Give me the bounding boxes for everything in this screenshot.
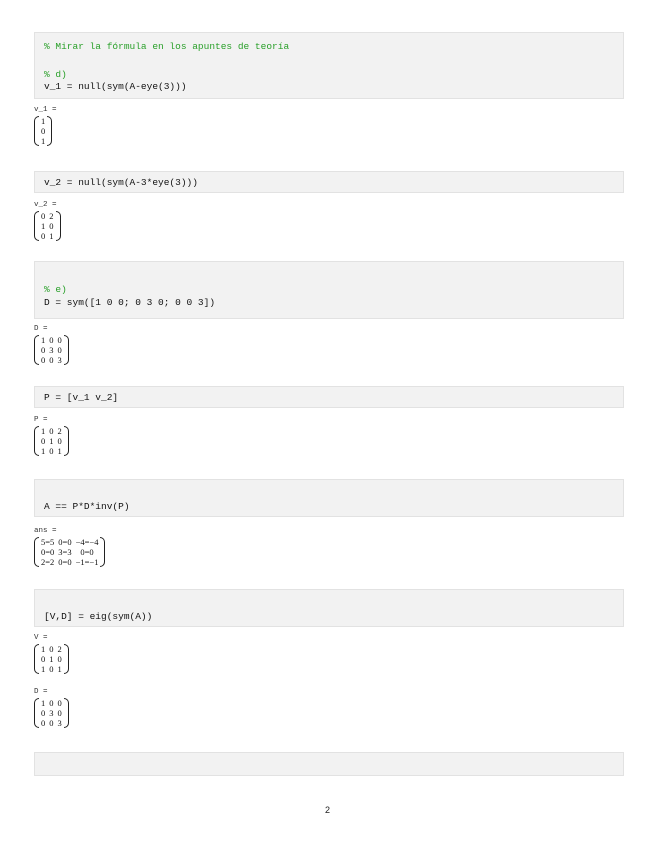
matrix-entry: 2 xyxy=(49,211,54,221)
matrix-entry: 0=0 xyxy=(58,537,72,547)
code-cell-check[interactable] xyxy=(34,479,624,517)
matrix xyxy=(34,116,52,146)
matrix-entry: 0 xyxy=(57,335,62,345)
code-line: % d) xyxy=(44,69,67,80)
code-line: v_2 = null(sym(A-3*eye(3))) xyxy=(44,177,198,188)
matrix-entry: 5=5 xyxy=(41,537,55,547)
matrix-entry: 1 xyxy=(41,136,46,146)
matrix-row xyxy=(39,718,64,728)
matrix-entry: 1 xyxy=(41,698,46,708)
code-line: [V,D] = eig(sym(A)) xyxy=(44,611,153,622)
matrix-table xyxy=(39,426,64,456)
matrix-entry: 3=3 xyxy=(58,547,72,557)
matrix-entry: 0 xyxy=(49,221,54,231)
matrix-entry: 3 xyxy=(49,345,54,355)
matrix-entry: 1 xyxy=(41,426,46,436)
matrix-entry: 0 xyxy=(41,211,46,221)
matrix-row xyxy=(39,654,64,664)
matrix-entry: −4=−4 xyxy=(75,537,99,547)
output-label: ans = xyxy=(34,527,57,535)
matrix-entry: 0 xyxy=(57,698,62,708)
matrix-table xyxy=(39,211,56,241)
code-cell-P[interactable] xyxy=(34,386,624,408)
matrix-entry: 0 xyxy=(49,335,54,345)
output-label: V = xyxy=(34,634,48,642)
code-line: A == P*D*inv(P) xyxy=(44,501,130,512)
matrix-row xyxy=(39,446,64,456)
code-line: % e) xyxy=(44,284,67,295)
output-ans xyxy=(34,527,105,572)
matrix-entry: 2=2 xyxy=(41,557,55,567)
matrix-row xyxy=(39,335,64,345)
code-cell-e[interactable] xyxy=(34,261,624,319)
matrix-row xyxy=(39,537,100,547)
matrix-row xyxy=(39,136,47,146)
code-line: P = [v_1 v_2] xyxy=(44,392,119,403)
matrix-entry: 1 xyxy=(41,446,46,456)
matrix-row xyxy=(39,698,64,708)
matrix-row xyxy=(39,116,47,126)
code-cell-v2[interactable] xyxy=(34,171,624,193)
matrix-entry: 1 xyxy=(41,335,46,345)
matrix-entry: 0 xyxy=(41,708,46,718)
matrix-entry: 1 xyxy=(41,664,46,674)
matrix-entry: 1 xyxy=(41,116,46,126)
matrix-entry: 0 xyxy=(49,355,54,365)
page-number: 2 xyxy=(324,805,330,815)
matrix-entry: 0 xyxy=(41,345,46,355)
output-D2 xyxy=(34,688,69,733)
matrix-table xyxy=(39,537,100,567)
output-V xyxy=(34,634,69,679)
matrix-entry: 3 xyxy=(57,718,62,728)
matrix xyxy=(34,537,105,567)
code-cell-empty[interactable] xyxy=(34,752,624,776)
output-label: v_2 = xyxy=(34,201,57,209)
output-v1 xyxy=(34,106,57,151)
matrix-row xyxy=(39,221,56,231)
output-label: D = xyxy=(34,325,48,333)
matrix-entry: 2 xyxy=(57,644,62,654)
matrix-entry: 1 xyxy=(49,231,54,241)
matrix-entry: 3 xyxy=(49,708,54,718)
output-label: P = xyxy=(34,416,48,424)
output-label: D = xyxy=(34,688,48,696)
code-cell-eig[interactable] xyxy=(34,589,624,627)
matrix-entry: 1 xyxy=(57,664,62,674)
matrix-entry: 0 xyxy=(41,718,46,728)
matrix-row xyxy=(39,436,64,446)
matrix xyxy=(34,426,69,456)
output-v2 xyxy=(34,201,61,246)
matrix-entry: 0 xyxy=(49,664,54,674)
matrix-row xyxy=(39,345,64,355)
matrix-row xyxy=(39,708,64,718)
matrix xyxy=(34,335,69,365)
matrix-entry: 0 xyxy=(41,436,46,446)
matrix-entry: 0 xyxy=(49,698,54,708)
matrix-entry: 1 xyxy=(57,446,62,456)
matrix-entry: 0 xyxy=(57,654,62,664)
matrix-entry: 0 xyxy=(49,426,54,436)
matrix-entry: 3 xyxy=(57,355,62,365)
matrix-row xyxy=(39,426,64,436)
matrix xyxy=(34,644,69,674)
matrix-row xyxy=(39,355,64,365)
output-label: v_1 = xyxy=(34,106,57,114)
matrix-row xyxy=(39,557,100,567)
matrix-table xyxy=(39,698,64,728)
matrix-entry: 1 xyxy=(41,221,46,231)
matrix-entry: 0 xyxy=(41,654,46,664)
matrix-entry: 0 xyxy=(49,644,54,654)
matrix-entry: 0=0 xyxy=(80,547,94,557)
matrix-row xyxy=(39,231,56,241)
matrix-entry: 0=0 xyxy=(41,547,55,557)
matrix-entry: 0 xyxy=(57,708,62,718)
matrix-entry: 0 xyxy=(41,126,46,136)
matrix-entry: 1 xyxy=(49,436,54,446)
matrix-entry: 0 xyxy=(41,355,46,365)
matrix-table xyxy=(39,335,64,365)
matrix-table xyxy=(39,644,64,674)
matrix-row xyxy=(39,126,47,136)
code-line: v_1 = null(sym(A-eye(3))) xyxy=(44,81,187,92)
matrix-table xyxy=(39,116,47,146)
matrix-entry: 0=0 xyxy=(58,557,72,567)
code-line: % Mirar la fórmula en los apuntes de teoría xyxy=(44,41,290,52)
matrix-row xyxy=(39,211,56,221)
matrix-entry: 0 xyxy=(49,718,54,728)
output-P xyxy=(34,416,69,461)
output-D xyxy=(34,325,69,370)
matrix-entry: 0 xyxy=(57,436,62,446)
matrix-entry: 0 xyxy=(57,345,62,355)
matrix-entry: 2 xyxy=(57,426,62,436)
code-cell-d[interactable] xyxy=(34,32,624,99)
matrix-entry: 0 xyxy=(41,231,46,241)
matrix-entry: −1=−1 xyxy=(75,557,99,567)
matrix-entry: 1 xyxy=(41,644,46,654)
matrix xyxy=(34,698,69,728)
matrix-row xyxy=(39,547,100,557)
matrix-entry: 0 xyxy=(49,446,54,456)
code-line: D = sym([1 0 0; 0 3 0; 0 0 3]) xyxy=(44,297,216,308)
matrix xyxy=(34,211,61,241)
matrix-row xyxy=(39,664,64,674)
matrix-entry: 1 xyxy=(49,654,54,664)
matrix-row xyxy=(39,644,64,654)
